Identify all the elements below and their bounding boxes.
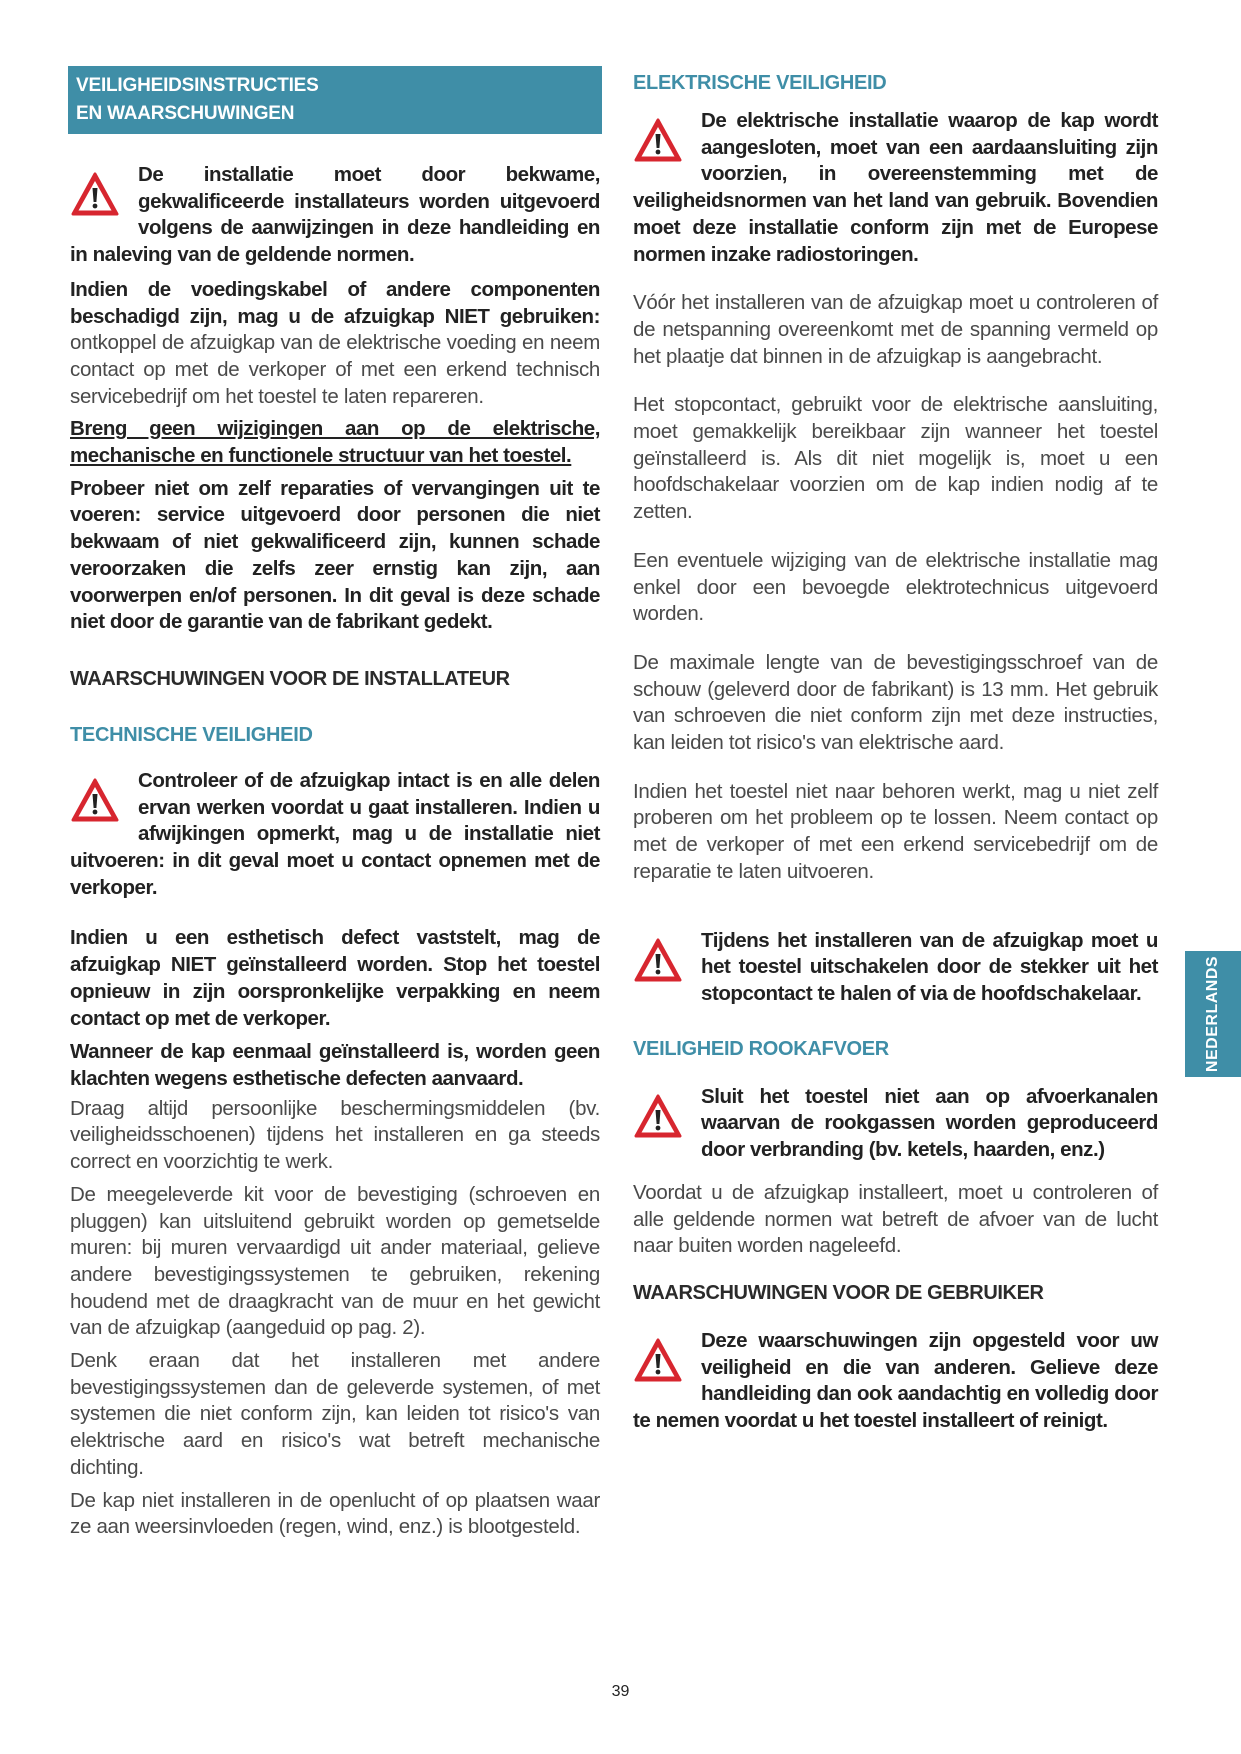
paragraph-electrician: Een eventuele wijziging van de elektrische installatie mag enkel door een bevoegde elektrotechnicus uitgevoerd worden. — [633, 548, 1158, 626]
section-title-box — [68, 66, 602, 134]
paragraph-protective-equipment: Draag altijd persoonlijke beschermingsmiddelen (bv. veiligheidsschoenen) tijdens het installeren en ga steeds correct en voorzichtig te werk. — [70, 1096, 600, 1174]
warning-block-check-hood — [70, 768, 600, 902]
paragraph-voltage-check: Vóór het installeren van de afzuigkap moet u controleren of de netspanning overeenkomt met de spanning vermeld op het plaatje dat binnen in de afzuigkap is aangebracht. — [633, 291, 1158, 368]
heading-technical-safety: TECHNISCHE VEILIGHEID — [70, 723, 313, 746]
warning-triangle-icon — [70, 170, 120, 220]
warning-block-flue — [633, 1084, 1158, 1164]
section-title-line1: VEILIGHEIDSINSTRUCTIES — [76, 75, 319, 96]
warning-triangle-icon — [633, 1336, 683, 1386]
warning-text: Tijdens het installeren van de afzuigkap moet u het toestel uitschakelen door de stekker uit het stopcontact te halen of via de hoofdschakelaar. — [701, 928, 1158, 1005]
warning-triangle-icon — [633, 1092, 683, 1142]
warning-block-disconnect — [633, 928, 1158, 1008]
warning-triangle-icon — [70, 776, 120, 826]
paragraph-fixing-kit: De meegeleverde kit voor de bevestiging (schroeven en pluggen) kan uitsluitend gebruikt worden op gemetselde muren: bij muren vervaardigd uit ander materiaal, gelieve andere bevestigingssystemen te gebruiken, rekening houdend met de draagkracht van de muur en het gewicht van de afzuigkap (aangeduid op pag. 2). — [70, 1182, 600, 1340]
warning-triangle-icon — [633, 936, 683, 986]
warning-text: De installatie moet door bekwame, gekwalificeerde installateurs worden uitgevoerd volgens de aanwijzingen in deze handleiding en in naleving van de geldende normen. — [70, 163, 600, 267]
paragraph-power-cable — [70, 277, 600, 411]
warning-block-earthing — [633, 108, 1158, 268]
paragraph-bold-part: Indien de voedingskabel of andere componenten beschadigd zijn, mag u de afzuigkap NIET gebruiken: — [70, 277, 600, 328]
heading-smoke-safety: VEILIGHEID ROOKAFVOER — [633, 1037, 889, 1060]
paragraph-other-fixing-systems: Denk eraan dat het installeren met andere bevestigingssystemen dan de geleverde systemen, of met systemen die niet conform zijn, kan leiden tot risico's van elektrische aard en risico's wat betreft mechanische dichting. — [70, 1349, 600, 1479]
warning-text: Controleer of de afzuigkap intact is en alle delen ervan werken voordat u gaat installeren. Indien u afwijkingen opmerkt, mag u de installatie niet uitvoeren: in dit geval moet u contact opnemen met de verkoper. — [70, 768, 600, 899]
page-number: 39 — [611, 1683, 630, 1700]
warning-triangle-icon — [633, 116, 683, 166]
paragraph-no-complaints: Wanneer de kap eenmaal geïnstalleerd is, worden geen klachten wegens esthetische defecten aanvaard. — [70, 1040, 600, 1090]
heading-installer-warnings: WAARSCHUWINGEN VOOR DE INSTALLATEUR — [70, 667, 510, 690]
paragraph-esthetic-defect: Indien u een esthetisch defect vaststelt, mag de afzuigkap NIET geïnstalleerd worden. Stop het toestel opnieuw in zijn oorspronkelijke verpakking en neem contact op met de verkoper. — [70, 926, 600, 1030]
warning-block-installers — [70, 162, 600, 269]
paragraph-no-repairs: Probeer niet om zelf reparaties of vervangingen uit te voeren: service uitgevoerd door personen die niet bekwaam of niet gekwalificeerd zijn, kunnen schade veroorzaken die zelfs zeer ernstig kan zijn, aan voorwerpen en/of personen. In dit geval is deze schade niet door de garantie van de fabrikant gedekt. — [70, 476, 600, 634]
language-side-tab — [1185, 951, 1241, 1077]
heading-user-warnings: WAARSCHUWINGEN VOOR DE GEBRUIKER — [633, 1281, 1044, 1304]
paragraph-light-part: ontkoppel de afzuigkap van de elektrische voeding en neem contact op met de verkoper of met een erkend technisch servicebedrijf om het toestel te laten repareren. — [70, 331, 600, 408]
paragraph-malfunction: Indien het toestel niet naar behoren werkt, mag u niet zelf proberen om het probleem op te lossen. Neem contact op met de verkoper of met een erkend servicebedrijf om de reparatie te laten uitvoeren. — [633, 779, 1158, 883]
paragraph-socket-access: Het stopcontact, gebruikt voor de elektrische aansluiting, moet gemakkelijk bereikbaar zijn wanneer het toestel geïnstalleerd is. Als dit niet mogelijk is, moet u een hoofdschakelaar voorzien om de kap indien nodig af te zetten. — [633, 393, 1158, 524]
right-column — [633, 66, 1158, 1435]
paragraph-screw-length: De maximale lengte van de bevestigingsschroef van de schouw (geleverd door de fabrikant) is 13 mm. Het gebruik van schroeven die niet conform zijn met deze instructies, kan leiden tot risico's van elektrische aard. — [633, 650, 1158, 755]
warning-block-read-manual — [633, 1328, 1158, 1435]
left-column — [70, 66, 600, 1541]
paragraph-no-modifications: Breng geen wijzigingen aan op de elektrische, mechanische en functionele structuur van het toestel. — [70, 417, 600, 468]
warning-text: Sluit het toestel niet aan op afvoerkanalen waarvan de rookgassen worden geproduceerd door verbranding (bv. ketels, haarden, enz.) — [701, 1084, 1158, 1162]
heading-electrical-safety: ELEKTRISCHE VEILIGHEID — [633, 72, 887, 94]
warning-text: Deze waarschuwingen zijn opgesteld voor uw veiligheid en die van anderen. Gelieve deze handleiding dan ook aandachtig en volledig door te nemen voordat u het toestel installeert of reinigt. — [633, 1328, 1158, 1433]
warning-text: De elektrische installatie waarop de kap wordt aangesloten, moet van een aardaansluiting zijn voorzien, in overeenstemming met de veiligheidsnormen van het land van gebruik. Bovendien moet deze installatie conform zijn met de Europese normen inzake radiostoringen. — [633, 109, 1158, 266]
language-label: NEDERLANDS — [1204, 955, 1221, 1073]
paragraph-exhaust-norms: Voordat u de afzuigkap installeert, moet u controleren of alle geldende normen wat betreft de afvoer van de lucht naar buiten worden nageleefd. — [633, 1180, 1158, 1258]
paragraph-outdoor-installation: De kap niet installeren in de openlucht of op plaatsen waar ze aan weersinvloeden (regen, wind, enz.) is blootgesteld. — [70, 1488, 600, 1539]
section-title-line2: EN WAARSCHUWINGEN — [76, 103, 295, 124]
